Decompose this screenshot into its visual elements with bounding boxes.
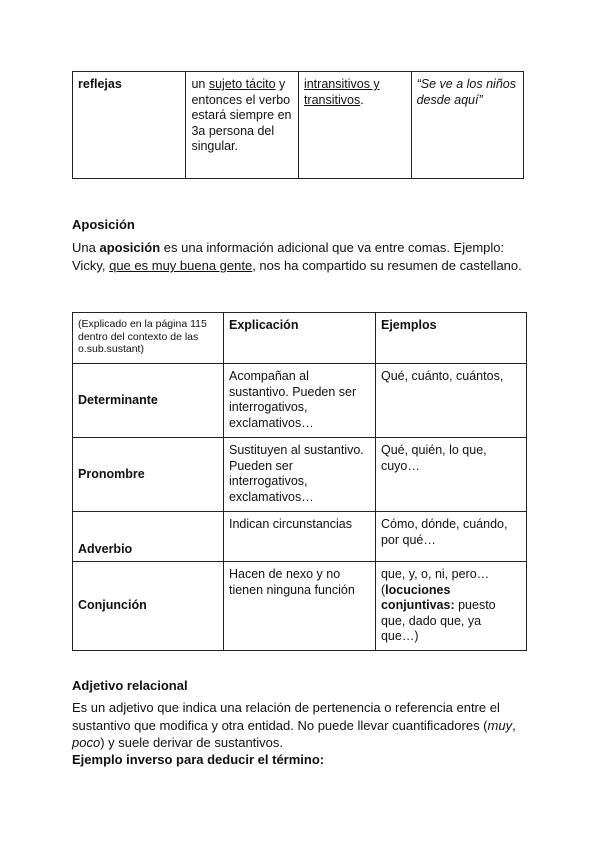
- italic-term: muy: [487, 717, 513, 733]
- adjetivo-heading: Adjetivo relacional: [72, 678, 188, 693]
- aposicion-paragraph: [72, 239, 532, 275]
- row-ejemplos: Cómo, dónde, cuándo, por qué…: [375, 512, 526, 562]
- row-ejemplos: Qué, quién, lo que, cuyo…: [375, 438, 526, 512]
- row-label: Determinante: [73, 364, 224, 438]
- table-row: [73, 438, 527, 512]
- row-explicacion: Acompañan al sustantivo. Pueden ser interrogativos, exclamativos…: [223, 364, 375, 438]
- example-heading: Ejemplo inverso para deducir el término:: [72, 752, 325, 767]
- row-label: Conjunción: [73, 562, 224, 651]
- table-row: [73, 562, 527, 651]
- row-explicacion: Indican circunstancias: [223, 512, 375, 562]
- text: Una: [72, 240, 100, 255]
- intransitivos-link[interactable]: intransitivos y transitivos: [303, 77, 380, 107]
- cell-text: .: [360, 92, 364, 107]
- table-cell: [73, 72, 186, 179]
- row-ejemplos: [375, 562, 526, 651]
- reflexive-table: [72, 71, 524, 179]
- text: puesto que, dado que, ya que…): [380, 598, 496, 643]
- bold-term: locuciones conjuntivas:: [380, 582, 455, 612]
- text: Es un adjetivo que indica una relación de pertenencia o referencia entre el sustantivo que modifica y otra entidad. No puede llevar cuantificadores (: [72, 700, 500, 733]
- word-classes-table: [72, 312, 527, 651]
- cell-label: reflejas: [78, 77, 122, 91]
- table-note: (Explicado en la página 115 dentro del contexto de las o.sub.sustant): [73, 313, 224, 364]
- row-label: Pronombre: [73, 438, 224, 512]
- text: , nos ha compartido su resumen de castellano.: [252, 258, 522, 273]
- example-link[interactable]: que es muy buena gente: [109, 258, 253, 273]
- bold-term: aposición: [99, 240, 161, 255]
- row-label: Adverbio: [73, 512, 224, 562]
- cell-text: y entonces el verbo estará siempre en 3a persona del singular.: [191, 77, 292, 153]
- header-explicacion: Explicación: [223, 313, 375, 364]
- table-row: [73, 512, 527, 562]
- row-explicacion: Hacen de nexo y no tienen ninguna función: [223, 562, 375, 651]
- text: ) y suele derivar de sustantivos.: [100, 735, 284, 750]
- cell-text: un: [191, 77, 209, 91]
- table-cell: [186, 72, 299, 179]
- sujeto-tacito-link[interactable]: sujeto tácito: [208, 77, 276, 91]
- aposicion-heading: Aposición: [72, 217, 135, 232]
- text: es una información adicional que va entre comas. Ejemplo: Vicky,: [72, 240, 505, 273]
- table-cell: “Se ve a los niños desde aquí”: [411, 72, 523, 179]
- table-row: [73, 72, 524, 179]
- text: ,: [512, 717, 516, 733]
- row-ejemplos: Qué, cuánto, cuántos,: [375, 364, 526, 438]
- table-header-row: [73, 313, 527, 364]
- text: que, y, o, ni, pero… (: [380, 567, 490, 597]
- adjetivo-paragraph: [72, 699, 532, 752]
- italic-term: poco: [72, 735, 101, 750]
- header-ejemplos: Ejemplos: [375, 313, 526, 364]
- table-cell: [298, 72, 411, 179]
- row-explicacion: Sustituyen al sustantivo. Pueden ser interrogativos, exclamativos…: [223, 438, 375, 512]
- table-row: [73, 364, 527, 438]
